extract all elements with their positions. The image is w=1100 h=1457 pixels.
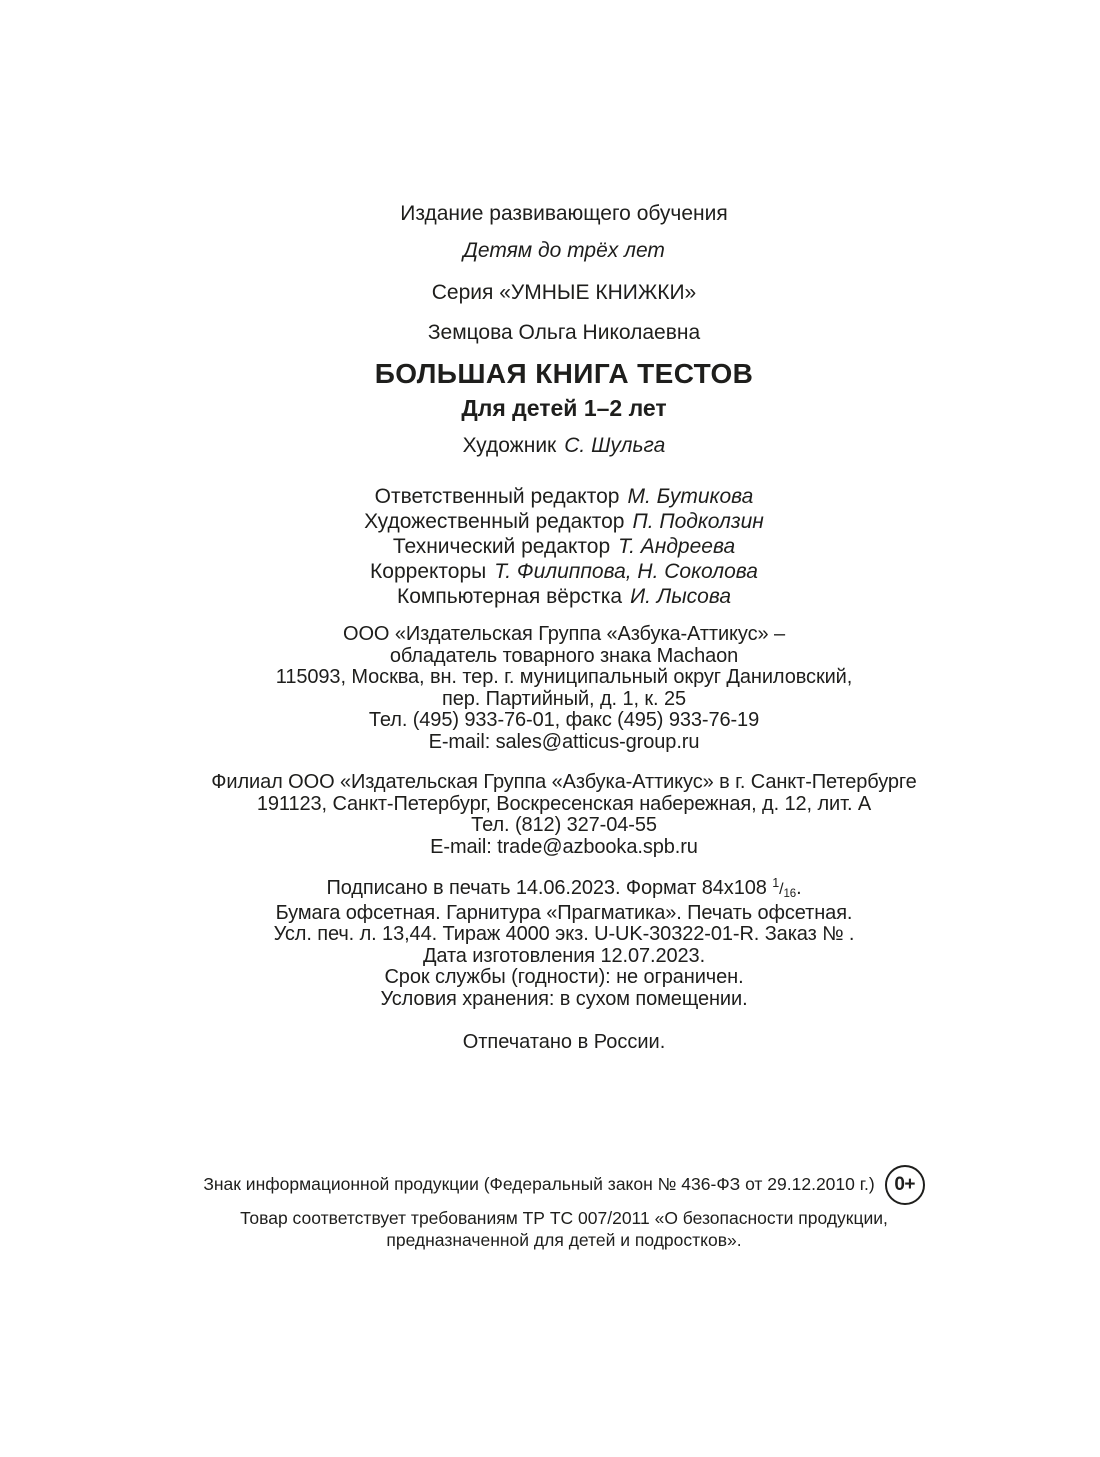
printing-line: Дата изготовления 12.07.2023. xyxy=(422,944,706,967)
staff-line xyxy=(14,484,1100,509)
branch-email: E-mail: trade@azbooka.spb.ru xyxy=(430,835,698,858)
author-name: Земцова Ольга Николаевна xyxy=(427,321,701,344)
book-subtitle: Для детей 1–2 лет xyxy=(461,395,667,421)
staff-line xyxy=(14,534,1100,559)
printed-in-line: Отпечатано в России. xyxy=(462,1031,666,1053)
colophon-content xyxy=(14,0,1100,1251)
staff-line xyxy=(14,559,1100,584)
compliance-block xyxy=(14,1165,1100,1251)
staff-role: Корректоры xyxy=(370,560,487,583)
information-product-law-text: Знак информационной продукции (Федеральный закон № 436-ФЗ от 29.12.2010 г.) xyxy=(203,1174,875,1195)
publisher-email: E-mail: sales@atticus-group.ru xyxy=(428,730,700,753)
printing-line: Условия хранения: в сухом помещении. xyxy=(380,987,748,1010)
staff-person: Т. Филиппова, Н. Соколова xyxy=(494,560,758,583)
printing-format-line: Подписано в печать 14.06.2023. Формат 84х108 $^1$/16. xyxy=(326,876,802,900)
printing-block xyxy=(14,878,1100,1010)
staff-role: Технический редактор xyxy=(392,535,611,558)
publisher-line: обладатель товарного знака Machaon xyxy=(389,644,739,667)
branch-line: Филиал ООО «Издательская Группа «Азбука-Аттикус» в г. Санкт-Петербурге xyxy=(211,771,917,793)
audience-note: Детям до трёх лет xyxy=(463,239,665,262)
edition-type: Издание развивающего обучения xyxy=(400,202,728,225)
publisher-address: 115093, Москва, вн. тер. г. муниципальный округ Даниловский, xyxy=(275,666,853,688)
printing-line: Бумага офсетная. Гарнитура «Прагматика». Печать офсетная. xyxy=(275,901,853,924)
printing-line: Усл. печ. л. 13,44. Тираж 4000 экз. U-UK-30322-01-R. Заказ № . xyxy=(273,923,855,945)
staff-person: И. Лысова xyxy=(630,585,732,608)
staff-person: Т. Андреева xyxy=(618,535,736,558)
compliance-line: предназначенной для детей и подростков». xyxy=(386,1229,742,1250)
staff-block xyxy=(14,484,1100,609)
format-fraction: $^1$/16 xyxy=(772,876,797,900)
publisher-block xyxy=(14,624,1100,753)
staff-line xyxy=(14,584,1100,609)
age-rating-badge: 0+ xyxy=(885,1165,925,1205)
age-rating-row xyxy=(14,1165,1100,1205)
artist-label: Художник xyxy=(462,434,557,457)
publisher-line: ООО «Издательская Группа «Азбука-Аттикус» – xyxy=(343,623,785,645)
branch-address: 191123, Санкт-Петербург, Воскресенская набережная, д. 12, лит. А xyxy=(256,792,872,815)
artist-name: С. Шульга xyxy=(564,434,666,457)
publisher-phone: Тел. (495) 933-76-01, факс (495) 933-76-19 xyxy=(368,709,760,731)
printing-format-text: Подписано в печать 14.06.2023. Формат 84х108 xyxy=(326,877,767,899)
staff-person: М. Бутикова xyxy=(627,485,754,508)
branch-phone: Тел. (812) 327-04-55 xyxy=(471,814,657,836)
compliance-line: Товар соответствует требованиям ТР ТС 007/2011 «О безопасности продукции, xyxy=(240,1208,888,1228)
branch-block xyxy=(14,772,1100,858)
series-name: Серия «УМНЫЕ КНИЖКИ» xyxy=(431,281,697,304)
book-title: БОЛЬШАЯ КНИГА ТЕСТОВ xyxy=(374,358,754,389)
staff-line xyxy=(14,509,1100,534)
staff-role: Ответственный редактор xyxy=(374,485,620,508)
staff-role: Художественный редактор xyxy=(364,510,625,533)
staff-person: П. Подколзин xyxy=(632,510,764,533)
printing-line: Срок службы (годности): не ограничен. xyxy=(384,966,744,988)
publisher-address: пер. Партийный, д. 1, к. 25 xyxy=(441,687,686,710)
artist-line xyxy=(14,434,1100,458)
staff-role: Компьютерная вёрстка xyxy=(396,585,623,608)
